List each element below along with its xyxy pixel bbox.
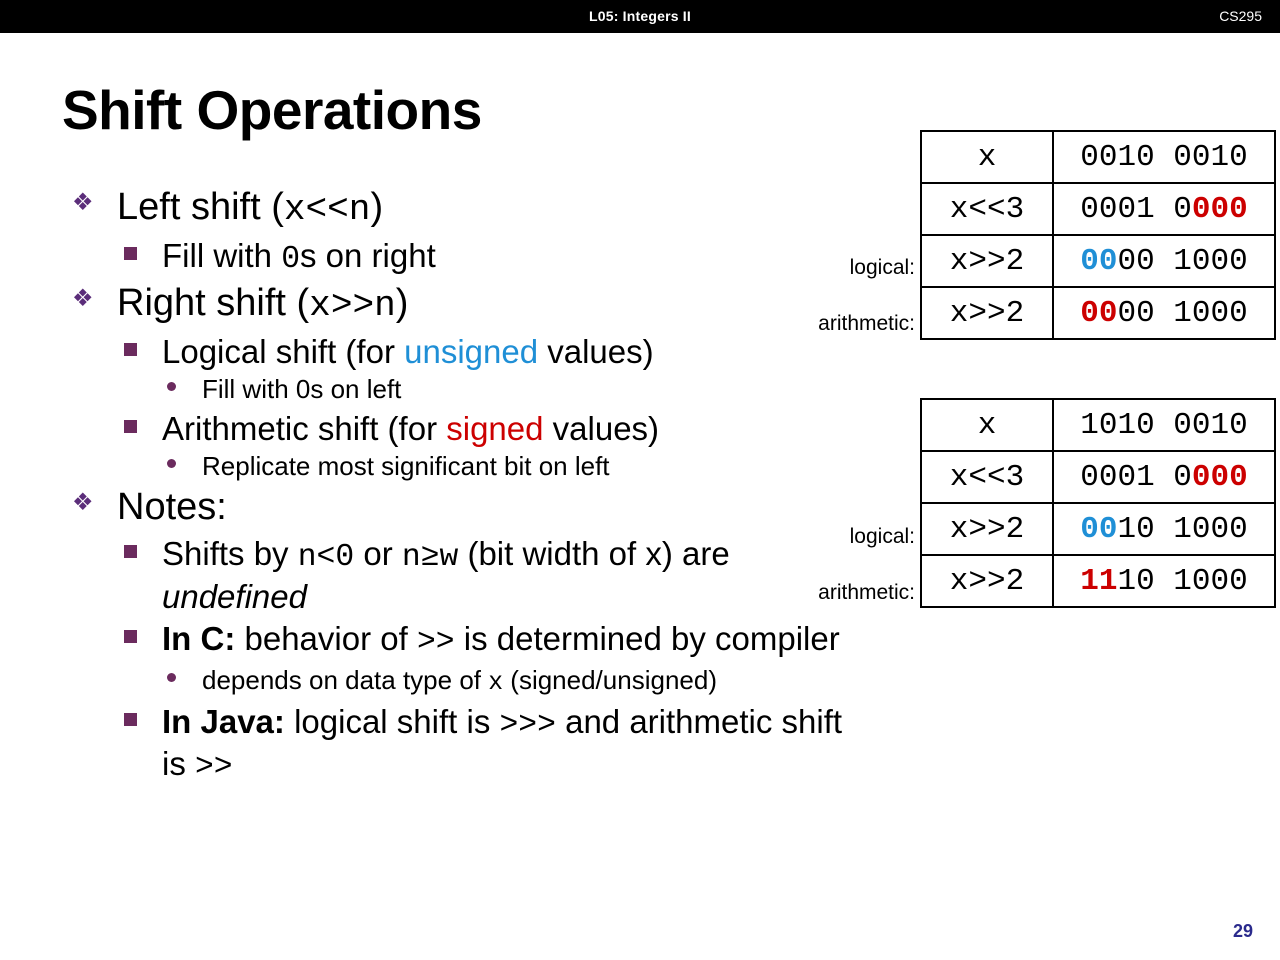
table-row bbox=[921, 399, 1275, 451]
note-replicate-msb bbox=[62, 451, 862, 482]
label-in-c: In C: bbox=[162, 620, 236, 658]
cell-value: 0000 1000 bbox=[1053, 235, 1275, 287]
dot-bullet-icon bbox=[167, 459, 176, 468]
bullet-text: Arithmetic shift (for bbox=[162, 409, 447, 447]
code-logical-shift-right: >>> bbox=[499, 707, 556, 743]
bullet-text: Notes: bbox=[117, 486, 227, 529]
cell-op: x<<3 bbox=[921, 451, 1053, 503]
note-text-end: (signed/unsigned) bbox=[503, 664, 717, 695]
note-in-c bbox=[62, 619, 862, 662]
bullet-text: Right shift ( bbox=[117, 282, 310, 325]
cell-op: x>>2 bbox=[921, 287, 1053, 339]
note-undefined-shifts bbox=[62, 534, 862, 616]
diamond-bullet-icon: ❖ bbox=[72, 285, 94, 313]
diamond-bullet-icon: ❖ bbox=[72, 189, 94, 216]
note-text: Replicate most significant bit on left bbox=[202, 451, 610, 482]
code-n-lt-0: n<0 bbox=[297, 540, 355, 576]
bullet-text: Logical shift (for bbox=[162, 332, 405, 370]
bullet-text-end: values) bbox=[538, 332, 654, 370]
note-text: Fill with 0s on left bbox=[202, 374, 402, 405]
bullet-right-shift bbox=[62, 281, 862, 328]
label-logical-table2: logical: bbox=[849, 525, 915, 548]
bullet-fill-zeros-right bbox=[62, 236, 862, 279]
square-bullet-icon bbox=[124, 713, 137, 726]
square-bullet-icon bbox=[124, 247, 137, 260]
shift-table-negative bbox=[920, 398, 1276, 608]
square-bullet-icon bbox=[124, 420, 137, 433]
note-depends-data-type bbox=[62, 665, 862, 699]
bullet-logical-shift bbox=[62, 332, 862, 372]
square-bullet-icon bbox=[124, 630, 137, 643]
page-title: Shift Operations bbox=[62, 79, 482, 141]
code-zero: 0 bbox=[281, 241, 300, 277]
label-arithmetic-table1: arithmetic: bbox=[818, 312, 915, 335]
cell-value: 0000 1000 bbox=[1053, 287, 1275, 339]
cell-op: x bbox=[921, 399, 1053, 451]
code-x: x bbox=[488, 668, 504, 697]
table-row bbox=[921, 503, 1275, 555]
bullet-text-mid: and arithmetic shift is bbox=[162, 702, 843, 783]
code-arith-shift-right: >> bbox=[195, 750, 233, 786]
bullet-text: logical shift is bbox=[284, 702, 500, 740]
table-row bbox=[921, 183, 1275, 235]
header-bar bbox=[0, 0, 1280, 33]
note-fill-zeros-left bbox=[62, 374, 862, 405]
table-row bbox=[921, 131, 1275, 183]
emphasis-undefined: undefined bbox=[162, 577, 307, 615]
bullet-text-end: s on right bbox=[300, 236, 436, 274]
code-right-shift: x>>n bbox=[309, 285, 396, 327]
cell-value: 0001 0000 bbox=[1053, 183, 1275, 235]
highlight-unsigned: unsigned bbox=[404, 332, 539, 370]
bullet-list bbox=[62, 185, 862, 790]
cell-op: x>>2 bbox=[921, 235, 1053, 287]
square-bullet-icon bbox=[124, 545, 137, 558]
page-number: 29 bbox=[1232, 921, 1253, 941]
note-text: depends on data type of bbox=[202, 664, 489, 695]
cell-op: x bbox=[921, 131, 1053, 183]
highlight-signed: signed bbox=[446, 409, 544, 447]
bullet-left-shift bbox=[62, 185, 862, 232]
diamond-bullet-icon: ❖ bbox=[72, 489, 94, 517]
cell-op: x<<3 bbox=[921, 183, 1053, 235]
bullet-text: Shifts by bbox=[162, 535, 298, 573]
cell-op: x>>2 bbox=[921, 555, 1053, 607]
bullet-text-mid2: (bit width of x) are bbox=[458, 535, 730, 573]
dot-bullet-icon bbox=[167, 673, 176, 682]
bullet-text-end: values) bbox=[543, 409, 660, 447]
note-in-java bbox=[62, 702, 862, 787]
bullet-text-end: ) bbox=[395, 282, 409, 325]
label-arithmetic-table2: arithmetic: bbox=[818, 581, 915, 604]
cell-value: 0010 1000 bbox=[1053, 503, 1275, 555]
square-bullet-icon bbox=[124, 343, 137, 356]
code-shift-right: >> bbox=[416, 625, 455, 661]
bullet-text-end: ) bbox=[370, 186, 384, 228]
label-in-java: In Java: bbox=[162, 702, 285, 740]
table-row bbox=[921, 451, 1275, 503]
bullet-text: behavior of bbox=[235, 620, 417, 658]
bullet-text: Fill with bbox=[162, 236, 282, 274]
header-course-code: CS295 bbox=[1219, 8, 1262, 24]
dot-bullet-icon bbox=[167, 382, 176, 391]
table-row bbox=[921, 555, 1275, 607]
shift-table-positive bbox=[920, 130, 1276, 340]
cell-value: 1010 0010 bbox=[1053, 399, 1275, 451]
bullet-text-end: is determined by compiler bbox=[454, 620, 840, 658]
cell-value: 1110 1000 bbox=[1053, 555, 1275, 607]
cell-value: 0001 0000 bbox=[1053, 451, 1275, 503]
cell-op: x>>2 bbox=[921, 503, 1053, 555]
cell-value: 0010 0010 bbox=[1053, 131, 1275, 183]
table-row bbox=[921, 287, 1275, 339]
table-row bbox=[921, 235, 1275, 287]
bullet-arithmetic-shift bbox=[62, 409, 862, 449]
label-logical-table1: logical: bbox=[849, 256, 915, 279]
header-lecture-title: L05: Integers II bbox=[588, 8, 691, 24]
bullet-text: Left shift ( bbox=[117, 186, 284, 228]
bullet-text-mid: or bbox=[354, 535, 402, 573]
bullet-notes bbox=[62, 485, 862, 530]
code-n-ge-w: n≥w bbox=[401, 540, 459, 576]
code-left-shift: x<<n bbox=[283, 189, 371, 230]
